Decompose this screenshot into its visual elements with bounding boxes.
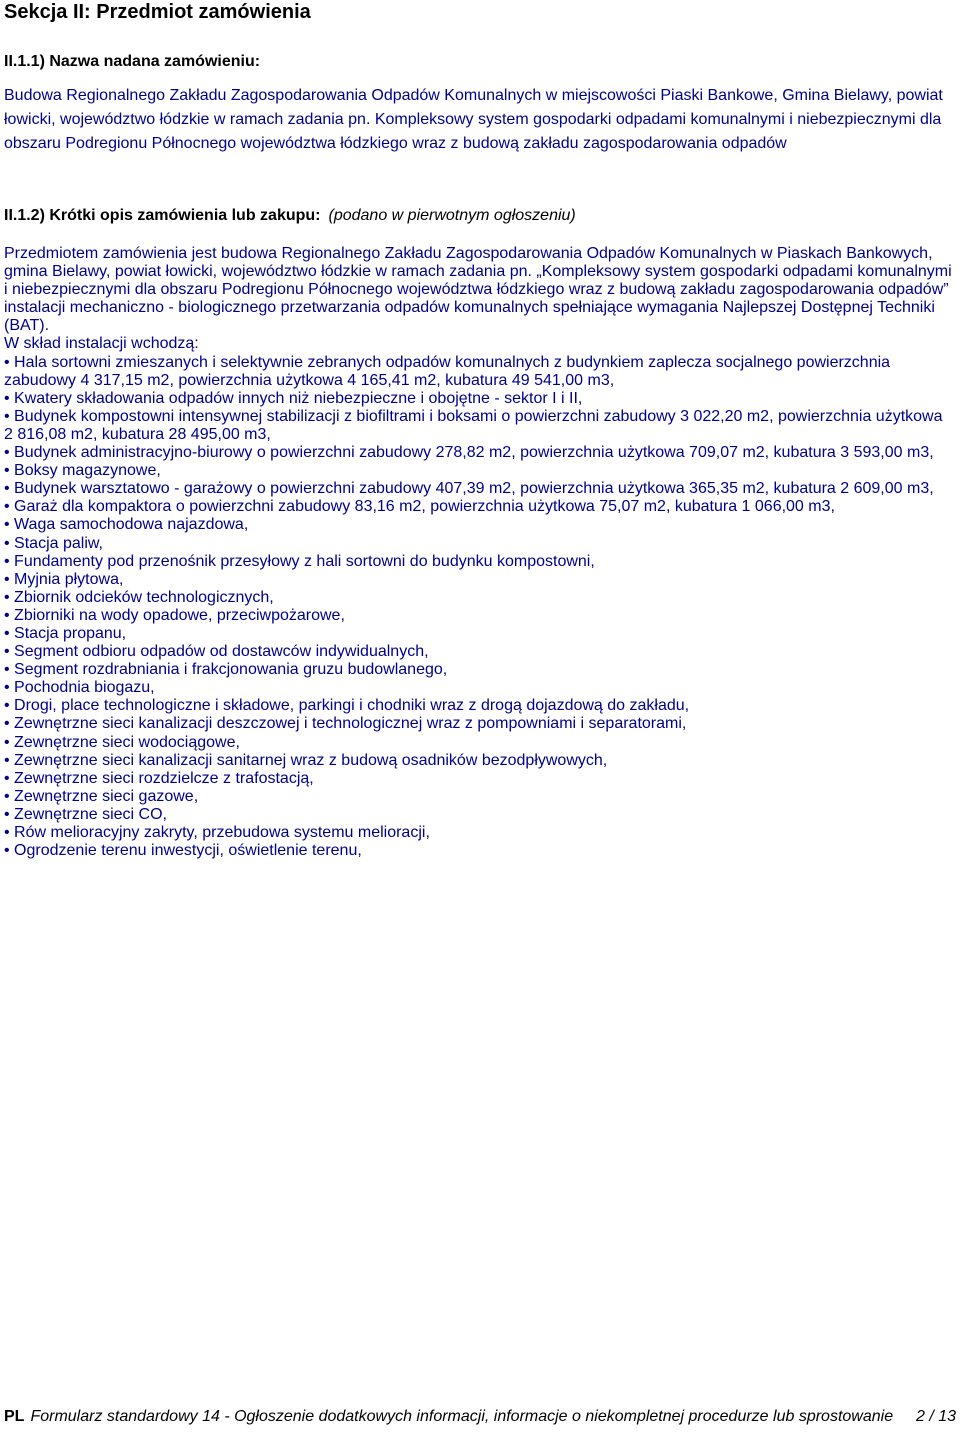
page-footer	[4, 1406, 956, 1427]
section-title: Sekcja II: Przedmiot zamówienia	[4, 1, 311, 23]
field-name-value: Budowa Regionalnego Zakładu Zagospodarowania Odpadów Komunalnych w miejscowości Piaski Bankowe, Gmina Bielawy, powiat łowicki, województwo łódzkie w ramach zadania pn. Kompleksowy system gospodarki odpadami komunalnymi i niebezpiecznymi dla obszaru Podregionu Północnego województwa łódzkiego wraz z budową zakładu zagospodarowania odpadów	[4, 87, 943, 152]
installation-list	[4, 354, 954, 861]
list-item: • Garaż dla kompaktora o powierzchni zabudowy 83,16 m2, powierzchnia użytkowa 75,07 m2, kubatura 1 066,00 m3,	[4, 498, 954, 516]
list-item: • Rów melioracyjny zakryty, przebudowa systemu melioracji,	[4, 824, 954, 842]
list-item: • Myjnia płytowa,	[4, 571, 954, 589]
list-item: • Zewnętrzne sieci rozdzielcze z trafostacją,	[4, 770, 954, 788]
list-item: • Zewnętrzne sieci gazowe,	[4, 788, 954, 806]
description-list-heading: W skład instalacji wchodzą:	[4, 335, 199, 353]
footer-language: PL	[4, 1408, 25, 1425]
field-description-label-text: II.1.2) Krótki opis zamówienia lub zakupu:	[4, 207, 321, 224]
list-item: • Segment rozdrabniania i frakcjonowania gruzu budowlanego,	[4, 661, 954, 679]
list-item: • Ogrodzenie terenu inwestycji, oświetlenie terenu,	[4, 842, 954, 860]
list-item: • Drogi, place technologiczne i składowe, parkingi i chodniki wraz z drogą dojazdową do zakładu,	[4, 697, 954, 715]
description-intro: Przedmiotem zamówienia jest budowa Regionalnego Zakładu Zagospodarowania Odpadów Komunalnych w Piaskach Bankowych, gmina Bielawy, powiat łowicki, województwo łódzkie w ramach zadania pn. „Kompleksowy system gospodarki odpadami komunalnymi i niebezpiecznymi dla obszaru Podregionu Północnego województwa łódzkiego wraz z budową zakładu zagospodarowania odpadów” instalacji mechaniczno - biologicznego przetwarzania odpadów komunalnych spełniające wymagania Najlepszej Dostępnej Techniki (BAT).	[4, 245, 952, 335]
list-item: • Pochodnia biogazu,	[4, 679, 954, 697]
list-item: • Budynek warsztatowo - garażowy o powierzchni zabudowy 407,39 m2, powierzchnia użytkowa 365,35 m2, kubatura 2 609,00 m3,	[4, 480, 954, 498]
list-item: • Zewnętrzne sieci CO,	[4, 806, 954, 824]
page-number: 2 / 13	[915, 1408, 956, 1425]
list-item: • Zbiornik odcieków technologicznych,	[4, 589, 954, 607]
description-body	[4, 245, 954, 860]
list-item: • Stacja paliw,	[4, 535, 954, 553]
list-item: • Zewnętrzne sieci kanalizacji deszczowej i technologicznej wraz z pompowniami i separatorami,	[4, 715, 954, 733]
list-item: • Hala sortowni zmieszanych i selektywnie zebranych odpadów komunalnych z budynkiem zaplecza socjalnego powierzchnia zabudowy 4 317,15 m2, powierzchnia użytkowa 4 165,41 m2, kubatura 49 541,00 m3,	[4, 354, 954, 390]
list-item: • Zewnętrzne sieci kanalizacji sanitarnej wraz z budową osadników bezodpływowych,	[4, 752, 954, 770]
field-description-label	[4, 206, 576, 226]
list-item: • Fundamenty pod przenośnik przesyłowy z hali sortowni do budynku kompostowni,	[4, 553, 954, 571]
footer-form-name: Formularz standardowy 14 - Ogłoszenie dodatkowych informacji, informacje o niekompletnej procedurze lub sprostowanie	[30, 1408, 894, 1425]
list-item: • Budynek administracyjno-biurowy o powierzchni zabudowy 278,82 m2, powierzchnia użytkowa 709,07 m2, kubatura 3 593,00 m3,	[4, 444, 954, 462]
field-description-note: (podano w pierwotnym ogłoszeniu)	[328, 207, 576, 224]
list-item: • Kwatery składowania odpadów innych niż niebezpieczne i obojętne - sektor I i II,	[4, 390, 954, 408]
list-item: • Zewnętrzne sieci wodociągowe,	[4, 734, 954, 752]
field-name-label: II.1.1) Nazwa nadana zamówieniu:	[4, 53, 261, 70]
list-item: • Stacja propanu,	[4, 625, 954, 643]
list-item: • Zbiorniki na wody opadowe, przeciwpożarowe,	[4, 607, 954, 625]
list-item: • Segment odbioru odpadów od dostawców indywidualnych,	[4, 643, 954, 661]
list-item: • Budynek kompostowni intensywnej stabilizacji z biofiltrami i boksami o powierzchni zabudowy 3 022,20 m2, powierzchnia użytkowa 2 816,08 m2, kubatura 28 495,00 m3,	[4, 408, 954, 444]
list-item: • Boksy magazynowe,	[4, 462, 954, 480]
list-item: • Waga samochodowa najazdowa,	[4, 516, 954, 534]
